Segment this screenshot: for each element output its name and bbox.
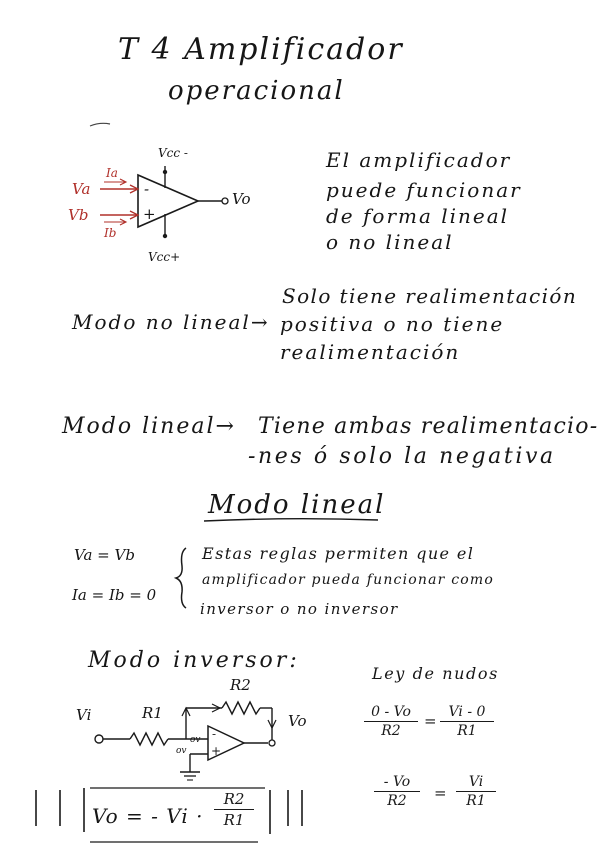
- rule-eq-2: Ia = Ib = 0: [72, 586, 157, 604]
- lineal-def-line-1: Tiene ambas realimentacio-: [258, 414, 599, 439]
- inversor-ov-2: ov: [176, 746, 187, 756]
- modo-inversor-heading: Modo inversor:: [88, 648, 300, 673]
- opamp1-va-label: Va: [72, 180, 91, 198]
- arrow-icon: →: [250, 310, 270, 334]
- modo-no-lineal-text: Modo no lineal: [72, 310, 251, 334]
- ley-nudos-heading: Ley de nudos: [372, 664, 499, 683]
- fraction-4-numerator: Vi: [456, 774, 496, 792]
- fraction-3: [374, 774, 420, 809]
- no-lineal-line-3: realimentación: [280, 340, 461, 364]
- inversor-r2-label: R2: [230, 676, 251, 694]
- fraction-1-numerator: 0 - Vo: [364, 704, 418, 722]
- description-line-2: puede funcionar: [326, 178, 522, 202]
- inversor-plus-sign: +: [211, 744, 222, 758]
- result-fraction: [214, 790, 254, 829]
- inversor-minus-sign: -: [212, 727, 217, 741]
- inversor-ov-1: ov: [190, 735, 201, 745]
- description-line-1: El amplificador: [326, 148, 512, 172]
- no-lineal-line-2: positiva o no tiene: [280, 312, 505, 336]
- page-title: T 4 Amplificador: [118, 32, 404, 67]
- lineal-def-line-2: -nes ó solo la negativa: [248, 444, 556, 469]
- equals-2: =: [434, 784, 447, 802]
- no-lineal-line-1: Solo tiene realimentación: [282, 284, 578, 308]
- modo-lineal-text: Modo lineal: [62, 414, 216, 439]
- inversor-vi-label: Vi: [76, 706, 92, 724]
- fraction-4: [456, 774, 496, 809]
- r1-resistor: [130, 733, 168, 745]
- opamp1-vb-label: Vb: [68, 206, 89, 224]
- result-lhs: Vo = - Vi ·: [92, 804, 204, 828]
- rules-line-3: inversor o no inversor: [200, 600, 399, 618]
- opamp1-vcc-minus: Vcc -: [158, 146, 188, 160]
- section-heading: Modo lineal: [208, 490, 386, 520]
- equals-1: =: [424, 712, 437, 730]
- opamp1-vcc-plus: Vcc+: [148, 250, 181, 264]
- rule-eq-1: Va = Vb: [74, 546, 135, 564]
- inversor-vo-label: Vo: [288, 712, 307, 730]
- fraction-2-numerator: Vi - 0: [440, 704, 494, 722]
- rules-line-1: Estas reglas permiten que el: [202, 544, 475, 563]
- rules-brace: [176, 548, 186, 608]
- r2-resistor: [222, 702, 260, 714]
- description-line-4: o no lineal: [326, 230, 454, 254]
- opamp1-vo-label: Vo: [232, 190, 251, 208]
- description-line-3: de forma lineal: [326, 204, 510, 228]
- fraction-4-denominator: R1: [466, 793, 486, 809]
- inversor-r1-label: R1: [142, 704, 163, 722]
- result-denominator: R1: [223, 811, 245, 829]
- fraction-3-denominator: R2: [387, 793, 407, 809]
- fraction-2-denominator: R1: [457, 723, 477, 739]
- rules-line-2: amplificador pueda funcionar como: [202, 572, 494, 588]
- opamp1-minus-sign: -: [144, 180, 150, 198]
- result-numerator: R2: [214, 790, 254, 810]
- fraction-3-numerator: - Vo: [374, 774, 420, 792]
- opamp1-plus-sign: +: [143, 205, 156, 223]
- page-subtitle: operacional: [168, 76, 345, 106]
- opamp1-ia-label: Ia: [106, 166, 118, 180]
- fraction-2: [440, 704, 494, 739]
- modo-lineal-label: [62, 414, 236, 439]
- arrow-icon: →: [215, 414, 236, 439]
- fraction-1: [364, 704, 418, 739]
- opamp1-ib-label: Ib: [104, 226, 117, 240]
- modo-no-lineal-label: [72, 310, 270, 334]
- fraction-1-denominator: R2: [381, 723, 401, 739]
